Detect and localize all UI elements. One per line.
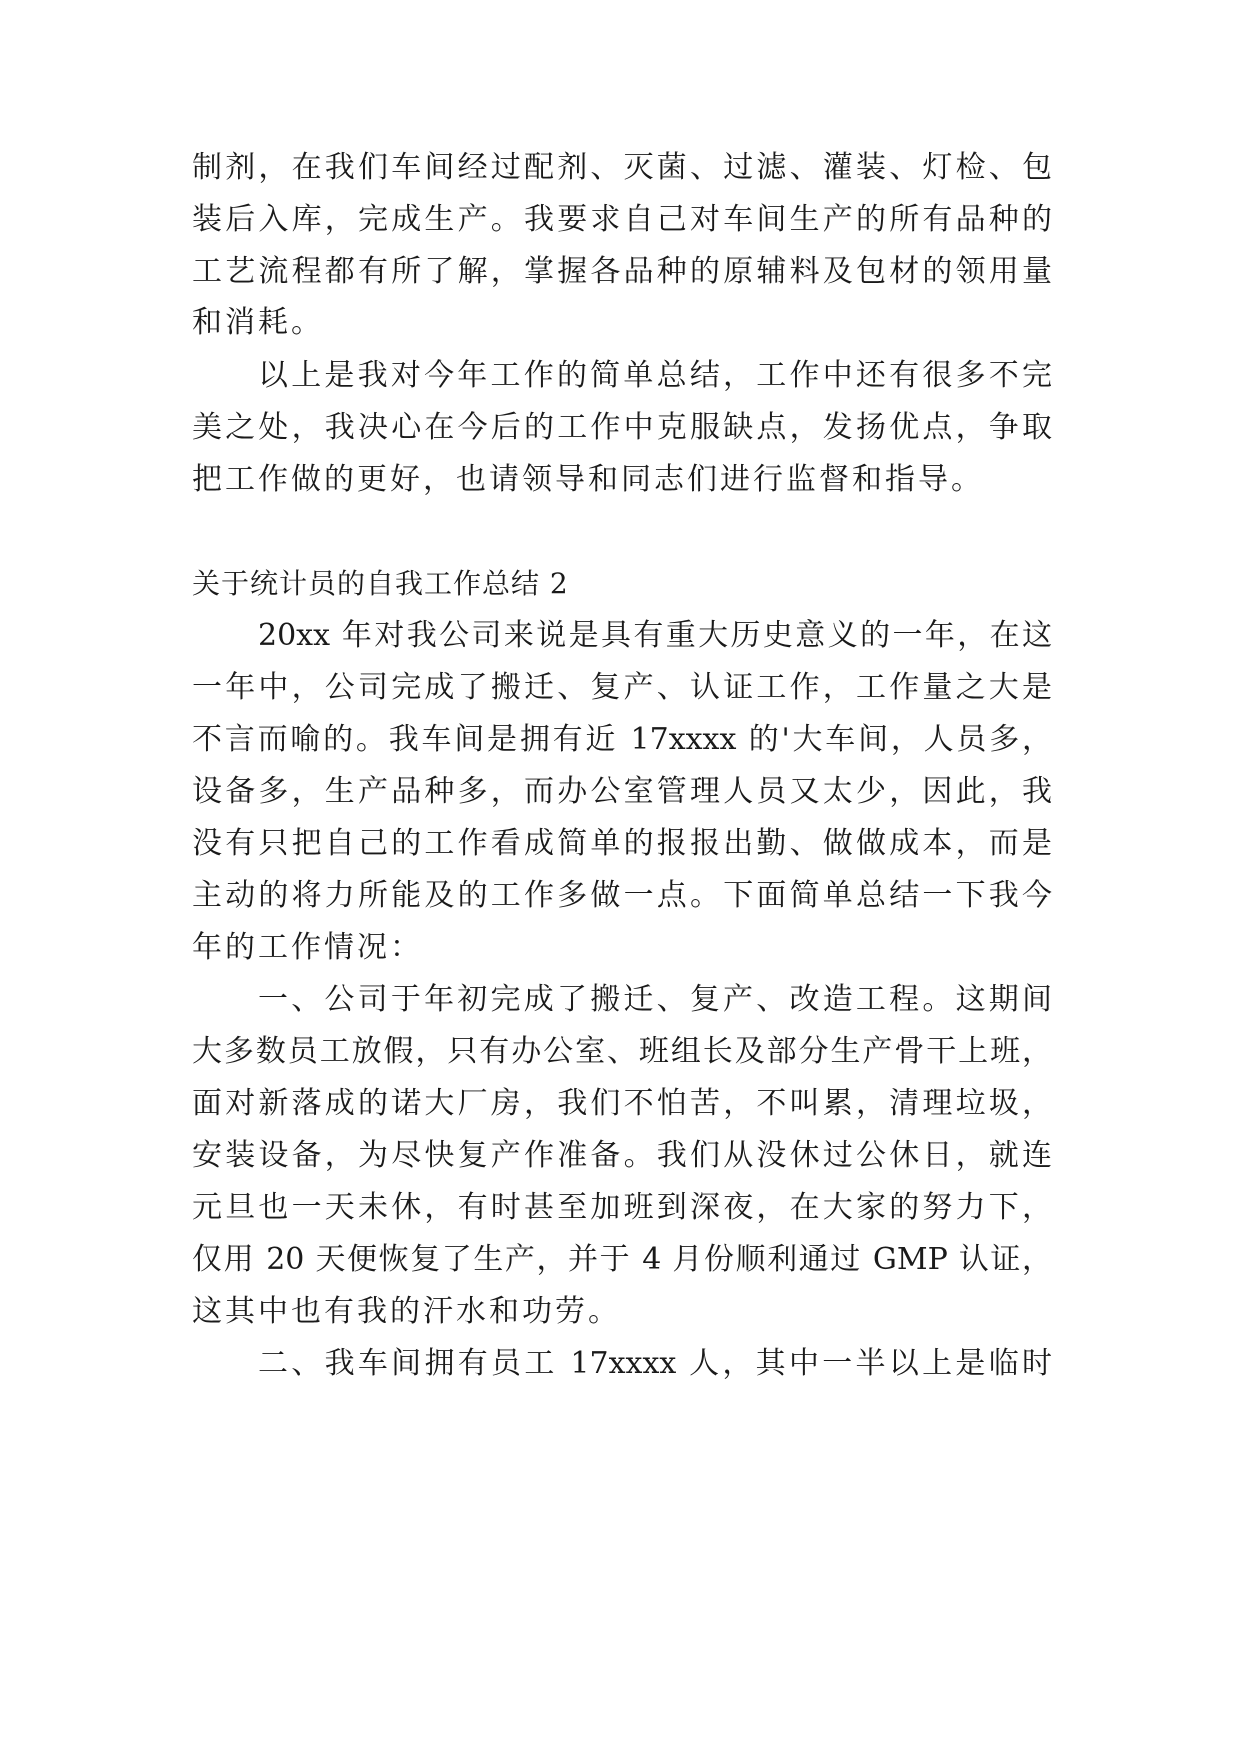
text-line: 装后入库，完成生产。我要求自己对车间生产的所有品种的: [192, 202, 1052, 237]
text-line: 和消耗。: [192, 305, 324, 340]
text-line: 设备多，生产品种多，而办公室管理人员又太少，因此，我: [192, 774, 1052, 809]
text-line: 没有只把自己的工作看成简单的报报出勤、做做成本，而是: [192, 826, 1052, 861]
text-line: 把工作做的更好，也请领导和同志们进行监督和指导。: [192, 462, 984, 497]
text-line: 一、公司于年初完成了搬迁、复产、改造工程。这期间: [258, 982, 1052, 1017]
text-line: 这其中也有我的汗水和功劳。: [192, 1294, 621, 1329]
text-line: 仅用 20 天便恢复了生产，并于 4 月份顺利通过 GMP 认证，: [192, 1242, 1052, 1277]
text-line: 不言而喻的。我车间是拥有近 17xxxx 的'大车间，人员多，: [192, 722, 1052, 757]
text-line: 年的工作情况：: [192, 930, 423, 965]
text-line: 以上是我对今年工作的简单总结，工作中还有很多不完: [258, 358, 1052, 393]
text-line: 大多数员工放假，只有办公室、班组长及部分生产骨干上班，: [192, 1034, 1052, 1069]
text-line: 元旦也一天未休，有时甚至加班到深夜，在大家的努力下，: [192, 1190, 1052, 1225]
text-line: 20xx 年对我公司来说是具有重大历史意义的一年，在这: [258, 618, 1052, 653]
text-line: 安装设备，为尽快复产作准备。我们从没休过公休日，就连: [192, 1138, 1052, 1173]
text-line: 面对新落成的诺大厂房，我们不怕苦，不叫累，清理垃圾，: [192, 1086, 1052, 1121]
text-line: 一年中，公司完成了搬迁、复产、认证工作，工作量之大是: [192, 670, 1052, 705]
text-line: 二、我车间拥有员工 17xxxx 人，其中一半以上是临时: [258, 1346, 1052, 1381]
text-line: 主动的将力所能及的工作多做一点。下面简单总结一下我今: [192, 878, 1052, 913]
text-line: 工艺流程都有所了解，掌握各品种的原辅料及包材的领用量: [192, 254, 1052, 289]
section-title: 关于统计员的自我工作总结 2: [192, 567, 569, 600]
text-line: 美之处，我决心在今后的工作中克服缺点，发扬优点，争取: [192, 410, 1052, 445]
text-line: 制剂，在我们车间经过配剂、灭菌、过滤、灌装、灯检、包: [192, 150, 1052, 185]
